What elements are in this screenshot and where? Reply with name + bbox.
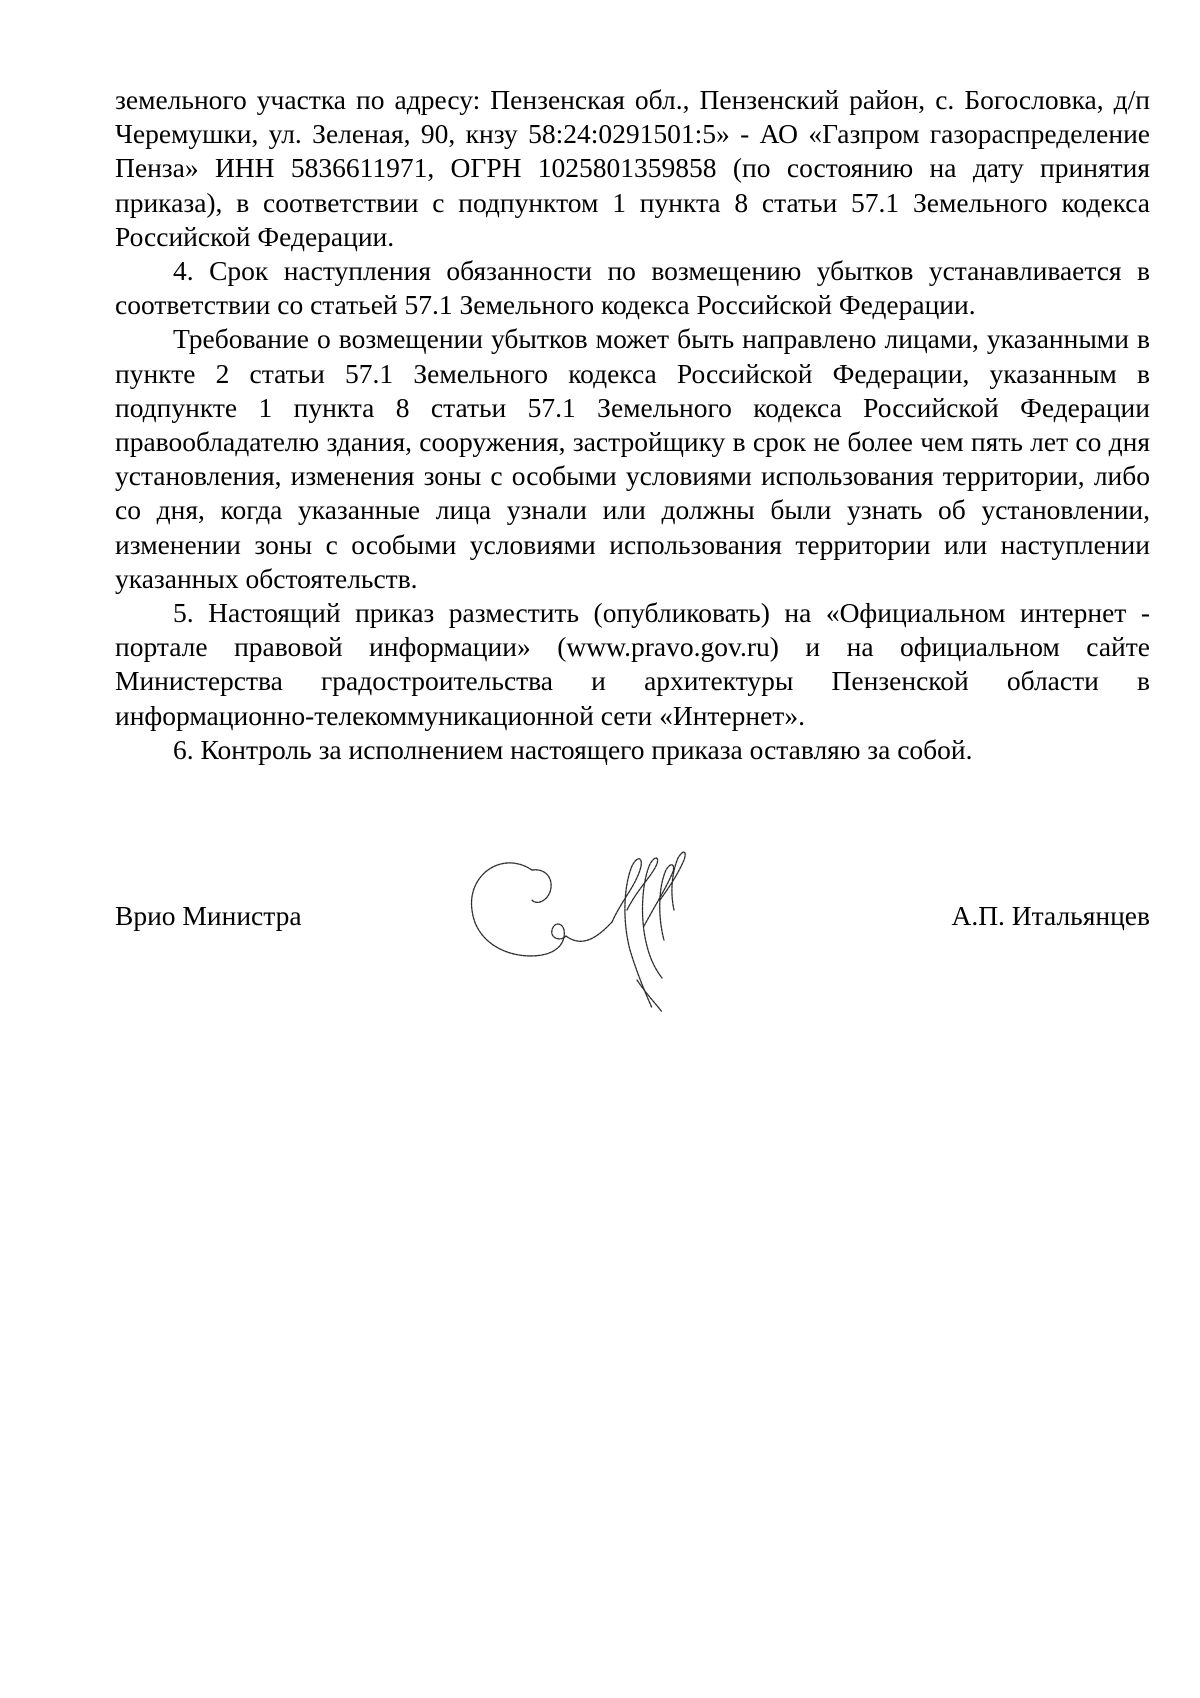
paragraph-item-6: 6. Контроль за исполнением настоящего приказа оставляю за собой. <box>173 733 973 765</box>
paragraph-damages-claim: Требование о возмещении убытков может быть направлено лицами, указанными в пункте 2 статьи 57.1 Земельного кодекса Российской Федерации, указанным в подпункте 1 пункта 8 статьи 57.1 Земельного кодекса Российской Федерации правообладателю здания, сооружения, застройщику в срок не более чем пять лет со дня установления, изменения зоны с особыми условиями использования территории, либо со дня, когда указанные лица узнали или должны были узнать об установлении, изменении зоны с особыми условиями использования территории или наступлении указанных обстоятельств. <box>115 323 1150 594</box>
signer-position: Врио Министра <box>115 900 302 931</box>
document-body <box>115 83 1150 767</box>
paragraph-continuation: земельного участка по адресу: Пензенская обл., Пензенский район, с. Богословка, д/п Черемушки, ул. Зеленая, 90, кнзу 58:24:0291501:5» - АО «Газпром газораспределение Пенза» ИНН 5836611971, ОГРН 1025801359858 (по состоянию на дату принятия приказа), в соответствии с подпунктом 1 пункта 8 статьи 57.1 Земельного кодекса Российской Федерации. <box>115 84 1150 252</box>
paragraph-item-4: 4. Срок наступления обязанности по возмещению убытков устанавливается в соответствии со статьей 57.1 Земельного кодекса Российской Федерации. <box>115 255 1150 321</box>
paragraph-item-5: 5. Настоящий приказ разместить (опубликовать) на «Официальном интернет - портале правовой информации» (www.pravo.gov.ru) и на официальном сайте Министерства градостроительства и архитектуры Пензенской области в информационно-телекоммуникационной сети «Интернет». <box>115 597 1150 731</box>
signer-name: А.П. Итальянцев <box>951 900 1150 931</box>
handwritten-signature <box>462 830 732 1020</box>
